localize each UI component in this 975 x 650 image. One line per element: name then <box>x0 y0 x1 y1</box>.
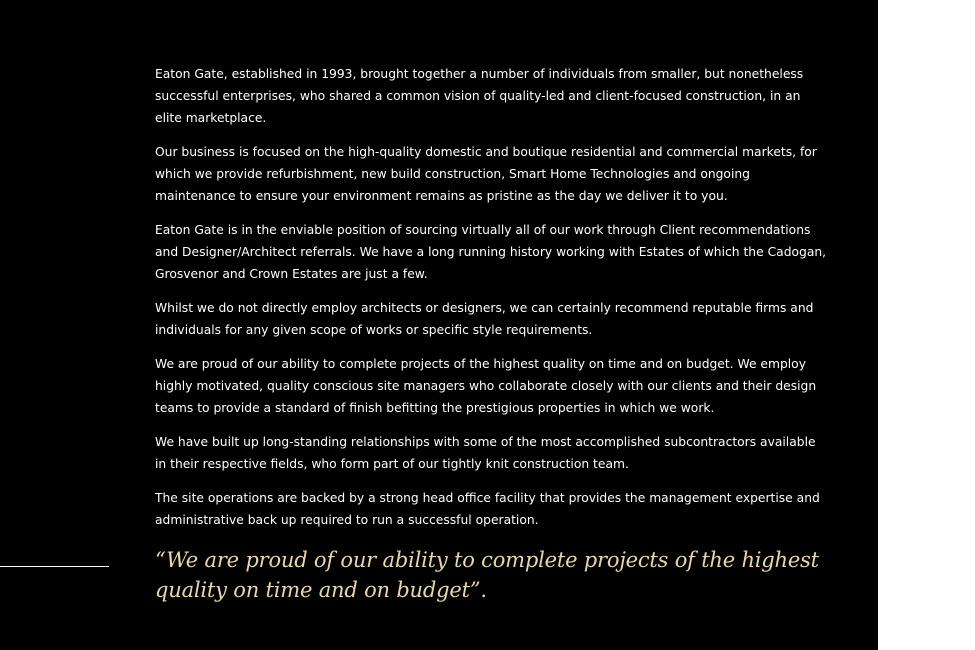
about-paragraph-5: We are proud of our ability to complete projects of the highest quality on time and on budget. We employ highly motivated, quality conscious site managers who collaborate closely with our clients and their design teams to provide a standard of finish befitting the prestigious properties in which we work. <box>155 357 817 415</box>
about-paragraph-4: Whilst we do not directly employ architects or designers, we can certainly recommend reputable firms and individuals for any given scope of works or specific style requirements. <box>155 301 814 337</box>
page-background-strip <box>878 0 975 650</box>
about-text-block <box>155 63 827 543</box>
pull-quote: “We are proud of our ability to complete projects of the highest quality on time and on budget”. <box>155 548 819 602</box>
about-paragraph-7: The site operations are backed by a strong head office facility that provides the management expertise and administrative back up required to run a successful operation. <box>155 491 820 527</box>
quote-divider-line <box>0 566 109 567</box>
about-paragraph-3: Eaton Gate is in the enviable position of sourcing virtually all of our work through Client recommendations and Designer/Architect referrals. We have a long running history working with Estates of which the Cadogan, Grosvenor and Crown Estates are just a few. <box>155 223 827 281</box>
about-paragraph-1: Eaton Gate, established in 1993, brought together a number of individuals from smaller, but nonetheless successful enterprises, who shared a common vision of quality-led and client-focused construction, in an elite marketplace. <box>155 67 804 125</box>
about-paragraph-6: We have built up long-standing relationships with some of the most accomplished subcontractors available in their respective fields, who form part of our tightly knit construction team. <box>155 435 816 471</box>
about-paragraph-2: Our business is focused on the high-quality domestic and boutique residential and commercial markets, for which we provide refurbishment, new build construction, Smart Home Technologies and ongoing maintenance to ensure your environment remains as pristine as the day we deliver it to you. <box>155 145 817 203</box>
